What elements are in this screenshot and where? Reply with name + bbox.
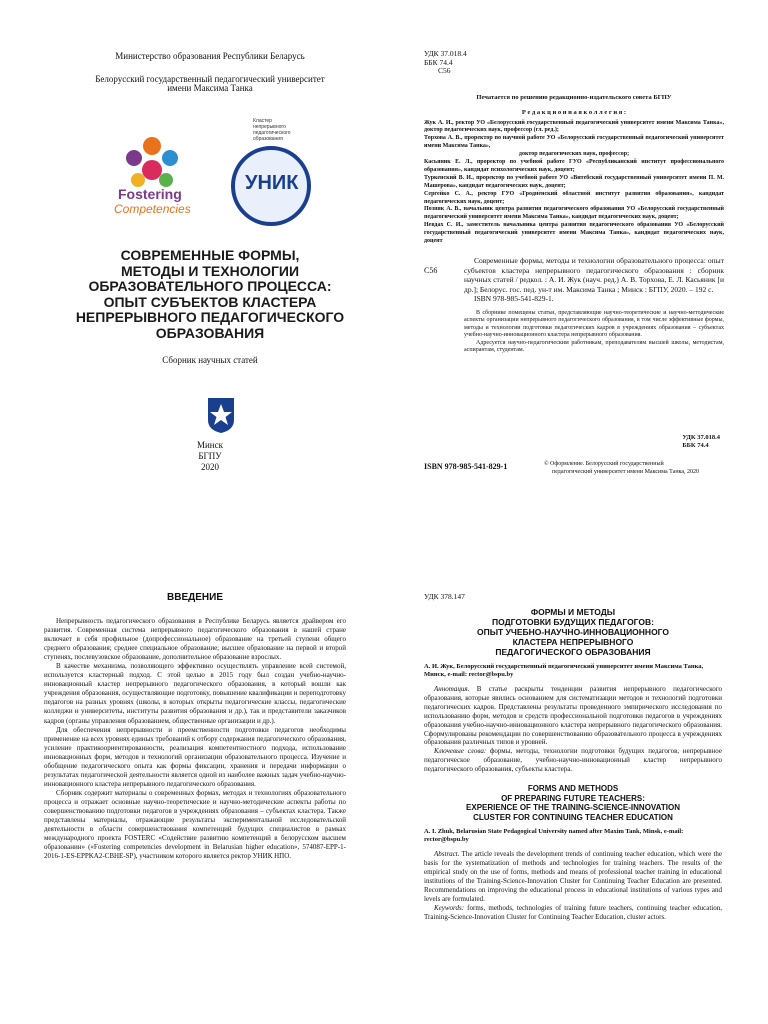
unik-logo-text: УНИК xyxy=(245,172,299,195)
board-member: Туркенский В. И., проректор по учебной работе УО «Витебский государственный университет имени П. М. Машерова», кандидат педагогических наук, доцент; xyxy=(424,174,724,189)
abstract-ru-text: В статье раскрыты тенденции развития непрерывного педагогического образования, которые явились основанием для систематизации методов и технологий подготовки педагогических кадров. Представлены результаты проведенного эмпирического исследования по использованию форм, методов и средств профессиональной подготовки педагогов в учреждениях образования учебно-научно-инновационного кластера непрерывного педагогического образования. Сформулированы рекомендации по совершенствованию образовательного процесса в учреждениях образования различных типов и уровней. xyxy=(424,685,722,747)
page-introduction xyxy=(44,592,346,1022)
citation-text: Современные формы, методы и технологии образовательного процесса: опыт субъектов кластера непрерывного педагогического образования : сборник научных статей / редкол. : А. И. Жук (науч. ред.) А. В. Торхова, Е. Л. Касьяник [и др.]; Белорус. гос. пед. ун-т им. Максима Танка ; Минск : БГПУ, 2020. – 192 с. xyxy=(464,256,724,294)
page-imprint xyxy=(424,50,724,490)
citation-code: С56 xyxy=(424,266,438,276)
abstract-en xyxy=(424,850,722,903)
author-ru: А. И. Жук, Белорусский государственный педагогический университет имени Максима Танка, Минск, e-mail: rector@bspu.by xyxy=(424,663,704,678)
citation-block xyxy=(424,256,724,304)
intro-paragraph: Для обеспечения непрерывности и преемственности подготовки педагогов необходимы применение на всех уровнях единых требований к отбору содержания педагогического образования, усиление практикоориентированности, реализация компетентностного подхода, использование инновационных форм, методов и технологий организации образовательного процесса. Изучение и обобщение педагогического опыта как формы фиксации, хранения и передачи информации о результатах педагогической деятельности является одной из наиболее важных задач учебно-научно-инновационного кластера непрерывного педагогического образования. xyxy=(44,725,346,788)
keywords-ru-label: Ключевые слова: xyxy=(434,747,487,756)
university-line-1: Белорусский государственный педагогический университет xyxy=(95,73,325,84)
intro-paragraph: В качестве механизма, позволяющего эффективно осуществлять управление всей системой, используется кластерный подход. С этой целью в 2015 году был создан учебно-научно-инновационный кластер непрерывного педагогического образования, в который вошли как учреждения образования, осуществляющие подготовку, повышение квалификации и переподготовку педагогов на разных уровнях (школы, в которых открыты педагогические классы, педагогические колледжи и университеты, институты развития образования и др.), так и представители заказчиков кадров (органы управления образованием, общественные организации и др.). xyxy=(44,662,346,725)
university-line-2: имени Максима Танка xyxy=(167,83,253,94)
unik-logo xyxy=(225,116,315,226)
udk-bottom: УДК 37.018.4 xyxy=(682,434,720,441)
board-member: Касьяник Е. Л., проректор по учебной работе ГУО «Республиканский институт профессионального образования», кандидат психологических наук, доцент; xyxy=(424,159,724,173)
keywords-en-text: forms, methods, technologies of training future teachers, continuing teacher education, Training-Science-Innovation Cluster for Continuing Teacher Education, cluster actors. xyxy=(424,903,722,921)
board-member: доктор педагогических наук, профессор; xyxy=(518,151,630,158)
logos-row xyxy=(40,112,380,232)
fostering-logo xyxy=(108,122,196,222)
title-ru-line: ОПЫТ УЧЕБНО-НАУЧНО-ИННОВАЦИОННОГО xyxy=(477,627,669,637)
unik-small-2: непрерывного xyxy=(253,124,286,131)
article-udk: УДК 378.147 xyxy=(424,592,465,601)
title-line: СОВРЕМЕННЫЕ ФОРМЫ, xyxy=(120,247,300,264)
board-member: Жук А. И., ректор УО «Белорусский государственный педагогический университет имени Максима Танка», доктор педагогических наук, профессор (гл. ред.); xyxy=(424,119,724,134)
bbk-bottom: ББК 74.4 xyxy=(682,442,709,449)
title-ru-line: ПОДГОТОВКИ БУДУЩИХ ПЕДАГОГОВ: xyxy=(492,617,654,627)
editorial-board-list xyxy=(424,120,724,247)
abstract-ru xyxy=(424,685,722,747)
book-subtitle: Сборник научных статей xyxy=(162,355,258,366)
article-title-ru xyxy=(424,607,722,657)
isbn-bottom: ISBN 978-985-541-829-1 xyxy=(424,462,508,471)
title-line: ОБРАЗОВАНИЯ xyxy=(155,324,265,341)
board-member: Невдах С. И., заместитель начальника центра развития педагогического образования УО «Белорусский государственный педагогический университет имени Максима Танка», кандидат педагогических наук, доцент xyxy=(424,222,724,245)
board-member: Позняк А. В., начальник центра развития педагогического образования УО «Белорусский государственный педагогический университет имени Максима Танка», кандидат педагогических наук, доцент; xyxy=(424,206,724,221)
unik-small-4: образования xyxy=(253,136,283,143)
university-emblem-icon xyxy=(206,396,236,434)
copyright-line-1: © Оформление. Белорусский государственный xyxy=(544,461,664,467)
audience-text: Адресуется научно-педагогическим работникам, преподавателям высшей школы, методистам, аспирантам, студентам. xyxy=(464,339,724,354)
year: 2020 xyxy=(201,462,219,472)
board-member: Торхова А. В., проректор по научной работе УО «Белорусский государственный педагогический университет имени Максима Танка», xyxy=(424,135,724,150)
city: Минск xyxy=(196,440,223,450)
fostering-logo-text-2: Competencies xyxy=(114,202,191,217)
printed-by-decision: Печатается по решению редакционно-издательского совета БГПУ xyxy=(476,94,672,102)
annotation-text: В сборнике помещены статьи, представляющие научно-теоретические и научно-методические аспекты организации непрерывного педагогического образования, в том числе эффективные формы, методы и технологии подготовки педагогических кадров в учреждениях образования – субъектах учебно-научно-инновационного кластера непрерывного образования. xyxy=(464,309,724,339)
title-en-line: FORMS AND METHODS xyxy=(527,784,619,794)
title-line: МЕТОДЫ И ТЕХНОЛОГИИ xyxy=(120,262,300,279)
title-line: ОПЫТ СУБЪЕКТОВ КЛАСТЕРА xyxy=(103,293,317,310)
citation-isbn: ISBN 978-985-541-829-1. xyxy=(474,294,554,304)
bbk: ББК 74.4 xyxy=(424,57,453,67)
title-ru-line: КЛАСТЕРА НЕПРЕРЫВНОГО xyxy=(512,637,634,647)
introduction-body xyxy=(44,617,346,861)
bottom-classifiers xyxy=(682,434,720,450)
title-en-line: EXPERIENCE OF THE TRAINING-SCIENCE-INNOVATION xyxy=(466,803,680,813)
title-ru-line: ПЕДАГОГИЧЕСКОГО ОБРАЗОВАНИЯ xyxy=(495,647,651,657)
fostering-logo-text-1: Fostering xyxy=(118,186,182,203)
code: С56 xyxy=(438,66,451,76)
keywords-ru-text: формы, методы, технологии подготовки будущих педагогов, непрерывное педагогическое образование, учебно-научно-инновационный кластер непрерывного педагогического образования, субъекты кластера. xyxy=(424,747,722,774)
title-en-line: CLUSTER FOR CONTINUING TEACHER EDUCATION xyxy=(473,812,673,822)
ministry-line: Министерство образования Республики Беларусь xyxy=(115,51,305,61)
author-en: A. I. Zhuk, Belarusian State Pedagogical University named after Maxim Tank, Minsk, e-mail: rector@bspu.by xyxy=(424,828,684,844)
book-title xyxy=(40,248,380,341)
title-en-line: OF PREPARING FUTURE TEACHERS: xyxy=(501,793,645,803)
book-annotation xyxy=(464,310,724,356)
udk: УДК 37.018.4 xyxy=(424,50,467,58)
title-line: НЕПРЕРЫВНОГО ПЕДАГОГИЧЕСКОГО xyxy=(75,309,345,326)
editorial-board-heading: Р е д а к ц и о н н а я к о л л е г и я : xyxy=(521,108,627,116)
intro-paragraph: Сборник содержит материалы о современных формах, методах и технологиях образовательного процесса и отражает основные научно-теоретические и научно-методические аспекты работы по совершенствованию подготовки педагогов в учреждениях образования – субъектах кластера. Также представлены материалы, отражающие результаты экспериментальной исследовательской деятельности в области совершенствования компетенций будущих специалистов в рамках международного проекта FOSTERC «Содействие развитию компетенций в белорусском высшем образовании» («Fostering competencies development in Belarusian higher education», 574087-EPP-1-2016-1-ES-EPPKA2-CBHE-SP), участником которого является ректор УНИК НПО. xyxy=(44,788,346,861)
abstract-en-text: The article reveals the development trends of continuing teacher education, which were the basis for the systematization of methods and technologies for training teachers. The results of the empirical study on the use of forms, methods and means of professional teacher training in educational institutions of the Training-Science-Innovation Cluster for Continuing Teacher Education are presented. Recommendations on improving the educational process in educational institutions of various types and levels are formulated. xyxy=(424,850,722,903)
keywords-en xyxy=(424,904,722,922)
title-ru-line: ФОРМЫ И МЕТОДЫ xyxy=(530,607,616,617)
article-title-en xyxy=(424,784,722,822)
abstract-en-label: Abstract. xyxy=(434,850,460,859)
keywords-ru xyxy=(424,747,722,774)
board-member: Сергейко С. А., ректор ГУО «Гродненский областной институт развития образования», кандидат педагогических наук, доцент; xyxy=(424,190,724,205)
page-article xyxy=(424,592,722,1022)
unik-small-1: Кластер xyxy=(253,118,272,125)
publisher: БГПУ xyxy=(198,451,222,461)
copyright-line-2: педагогический университет имени Максима Танка, 2020 xyxy=(552,468,700,475)
unik-small-3: педагогического xyxy=(253,130,291,137)
keywords-en-label: Keywords: xyxy=(434,903,465,912)
copyright xyxy=(544,461,699,476)
page-title-page xyxy=(40,48,380,488)
title-line: ОБРАЗОВАТЕЛЬНОГО ПРОЦЕССА: xyxy=(88,278,332,295)
abstract-ru-label: Аннотация. xyxy=(434,685,470,693)
introduction-heading: ВВЕДЕНИЕ xyxy=(167,592,223,603)
intro-paragraph: Непрерывность педагогического образования в Республике Беларусь является драйвером его развития. Современная система непрерывного педагогического образования в нашей стране включает в себя профильное (допрофессиональное) образование на третьей ступени общего среднего образования; среднее специальное образование; высшее образование на первой и второй ступенях, послевузовское образование, дополнительное образование взрослых. xyxy=(44,617,346,662)
